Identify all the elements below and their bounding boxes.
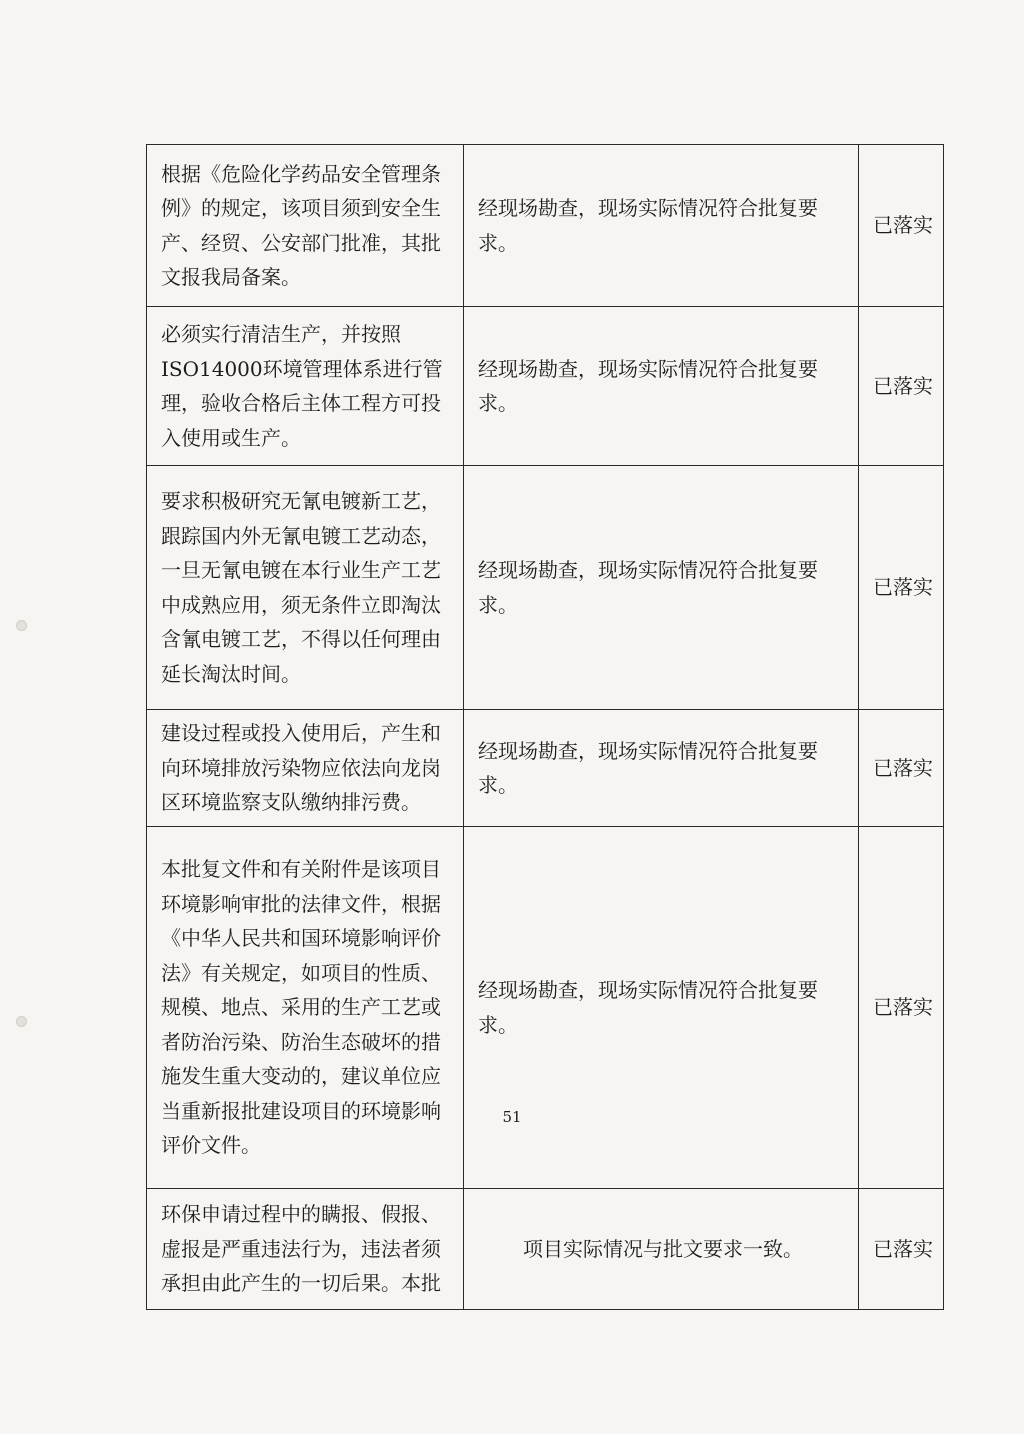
table-row <box>147 466 944 710</box>
result-cell: 经现场勘查，现场实际情况符合批复要求。 <box>464 710 859 827</box>
approval-compliance-table <box>146 144 944 1310</box>
table-row <box>147 145 944 307</box>
requirement-cell: 要求积极研究无氰电镀新工艺，跟踪国内外无氰电镀工艺动态，一旦无氰电镀在本行业生产工艺中成熟应用，须无条件立即淘汰含氰电镀工艺，不得以任何理由延长淘汰时间。 <box>147 466 464 710</box>
requirement-cell: 必须实行清洁生产，并按照ISO14000环境管理体系进行管理，验收合格后主体工程方可投入使用或生产。 <box>147 307 464 466</box>
requirement-cell: 环保申请过程中的瞒报、假报、虚报是严重违法行为，违法者须承担由此产生的一切后果。本批 <box>147 1189 464 1310</box>
status-cell: 已落实 <box>859 710 944 827</box>
result-cell: 经现场勘查，现场实际情况符合批复要求。 <box>464 307 859 466</box>
status-cell: 已落实 <box>859 466 944 710</box>
result-cell: 经现场勘查，现场实际情况符合批复要求。 <box>464 827 859 1189</box>
punch-hole-mark <box>16 1016 27 1027</box>
table-row <box>147 307 944 466</box>
result-cell: 经现场勘查，现场实际情况符合批复要求。 <box>464 145 859 307</box>
requirement-cell: 建设过程或投入使用后，产生和向环境排放污染物应依法向龙岗区环境监察支队缴纳排污费。 <box>147 710 464 827</box>
page-number: 51 <box>502 1108 522 1126</box>
table-row <box>147 1189 944 1310</box>
status-cell: 已落实 <box>859 1189 944 1310</box>
status-cell: 已落实 <box>859 145 944 307</box>
result-cell: 经现场勘查，现场实际情况符合批复要求。 <box>464 466 859 710</box>
table-row <box>147 827 944 1189</box>
requirement-cell: 本批复文件和有关附件是该项目环境影响审批的法律文件，根据《中华人民共和国环境影响评价法》有关规定，如项目的性质、规模、地点、采用的生产工艺或者防治污染、防治生态破坏的措施发生重大变动的，建议单位应当重新报批建设项目的环境影响评价文件。 <box>147 827 464 1189</box>
punch-hole-mark <box>16 620 27 631</box>
result-cell: 项目实际情况与批文要求一致。 <box>464 1189 859 1310</box>
table-row <box>147 710 944 827</box>
status-cell: 已落实 <box>859 307 944 466</box>
status-cell: 已落实 <box>859 827 944 1189</box>
requirement-cell: 根据《危险化学药品安全管理条例》的规定，该项目须到安全生产、经贸、公安部门批准，其批文报我局备案。 <box>147 145 464 307</box>
